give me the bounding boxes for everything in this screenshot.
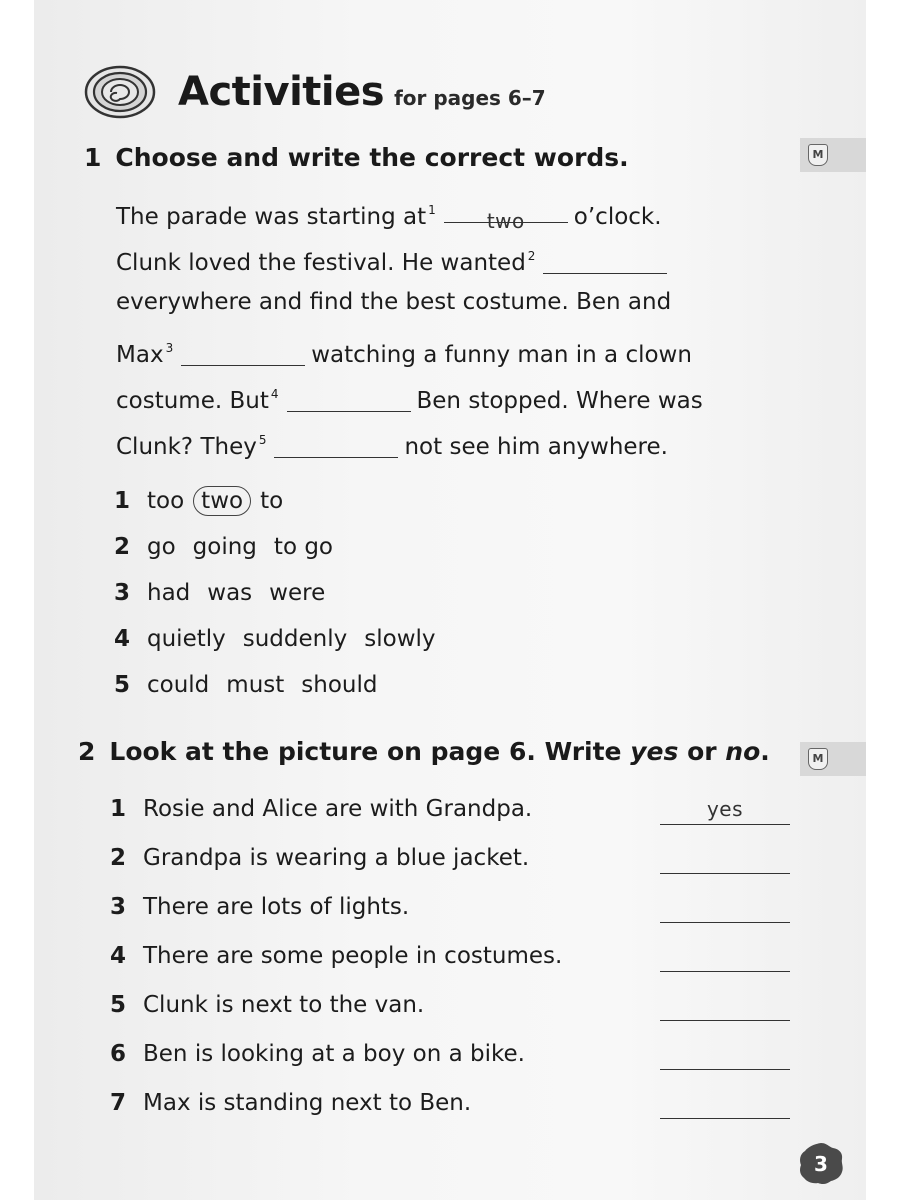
swirl-logo-icon: [84, 64, 156, 120]
paragraph-line: Clunk loved the festival. He wanted $^2$: [116, 233, 703, 279]
page-number-blob-icon: [796, 1140, 846, 1186]
yes-no-item: 1 Rosie and Alice are with Grandpa. yes: [110, 784, 790, 833]
option-word[interactable]: go: [147, 534, 176, 560]
statement-text: Ben is looking at a boy on a bike.: [143, 1040, 525, 1067]
exercise-1-number: 1: [84, 143, 102, 172]
statement-text: Clunk is next to the van.: [143, 991, 425, 1018]
exercise-1-instruction: Choose and write the correct words.: [115, 143, 629, 172]
option-word[interactable]: suddenly: [242, 626, 348, 652]
exercise-1-tab: [800, 138, 866, 172]
statement-text: There are some people in costumes.: [143, 942, 563, 969]
answer-blank-1[interactable]: [444, 198, 568, 233]
answer-field[interactable]: [660, 1041, 790, 1070]
option-word[interactable]: to: [260, 488, 284, 514]
yes-no-item: 6 Ben is looking at a boy on a bike.: [110, 1029, 790, 1078]
answer-blank-2[interactable]: [543, 249, 667, 274]
answer-field[interactable]: [660, 796, 790, 825]
answer-field[interactable]: [660, 943, 790, 972]
answer-field[interactable]: [660, 845, 790, 874]
option-word[interactable]: quietly: [147, 626, 226, 652]
paragraph-line: The parade was starting at $^1$ two o’clock.: [116, 187, 703, 233]
paragraph-line: Clunk? They $^5$ not see him anywhere.: [116, 433, 668, 460]
page-number: 3: [814, 1152, 828, 1176]
m-badge-icon: M: [808, 144, 828, 166]
option-word[interactable]: must: [226, 672, 285, 698]
exercise-2-number: 2: [78, 737, 96, 766]
option-word[interactable]: going: [192, 534, 257, 560]
option-word-circled[interactable]: two: [193, 486, 251, 516]
page-subtitle: for pages 6–7: [394, 86, 546, 110]
workbook-page: [34, 0, 866, 1200]
option-word[interactable]: should: [301, 672, 378, 698]
option-row: 2 go going to go: [114, 534, 333, 560]
exercise-2-title: 2 Look at the picture on page 6. Write yes or no.: [78, 737, 770, 766]
answer-field[interactable]: [660, 1090, 790, 1119]
option-word[interactable]: were: [269, 580, 326, 606]
exercise-1-paragraph: [116, 187, 703, 463]
option-word[interactable]: had: [147, 580, 191, 606]
yes-no-item: 5 Clunk is next to the van.: [110, 980, 790, 1029]
option-word[interactable]: to go: [273, 534, 333, 560]
paragraph-line: costume. But $^4$ Ben stopped. Where was: [116, 387, 703, 414]
option-word[interactable]: slowly: [364, 626, 436, 652]
paragraph-line: Max $^3$ watching a funny man in a clown: [116, 341, 692, 368]
option-word[interactable]: could: [147, 672, 210, 698]
yes-no-item: 7 Max is standing next to Ben.: [110, 1078, 790, 1127]
statement-text: Rosie and Alice are with Grandpa.: [143, 795, 533, 822]
yes-no-list: [110, 784, 790, 1127]
option-word[interactable]: too: [147, 488, 185, 514]
word-options-list: [114, 478, 453, 708]
m-badge-icon: M: [808, 748, 828, 770]
exercise-2-tab: [800, 742, 866, 776]
option-row: 1 too two to: [114, 488, 284, 514]
statement-text: Max is standing next to Ben.: [143, 1089, 472, 1116]
handwritten-answer: yes: [706, 797, 744, 821]
yes-no-item: 2 Grandpa is wearing a blue jacket.: [110, 833, 790, 882]
answer-blank-4[interactable]: [287, 387, 411, 412]
paragraph-line: everywhere and find the best costume. Ben and: [116, 289, 672, 315]
exercise-1-title: [84, 143, 629, 172]
answer-blank-3[interactable]: [181, 341, 305, 366]
statement-text: There are lots of lights.: [143, 893, 410, 920]
option-word[interactable]: was: [207, 580, 253, 606]
answer-field[interactable]: [660, 992, 790, 1021]
page-title: Activities: [178, 69, 385, 115]
yes-no-item: 4 There are some people in costumes.: [110, 931, 790, 980]
option-row: 5 could must should: [114, 672, 378, 698]
option-row: 3 had was were: [114, 580, 326, 606]
handwritten-answer: two: [486, 209, 525, 233]
yes-no-item: 3 There are lots of lights.: [110, 882, 790, 931]
answer-blank-5[interactable]: [274, 433, 398, 458]
option-row: 4 quietly suddenly slowly: [114, 626, 436, 652]
page-header: [84, 62, 546, 122]
statement-text: Grandpa is wearing a blue jacket.: [143, 844, 530, 871]
answer-field[interactable]: [660, 894, 790, 923]
